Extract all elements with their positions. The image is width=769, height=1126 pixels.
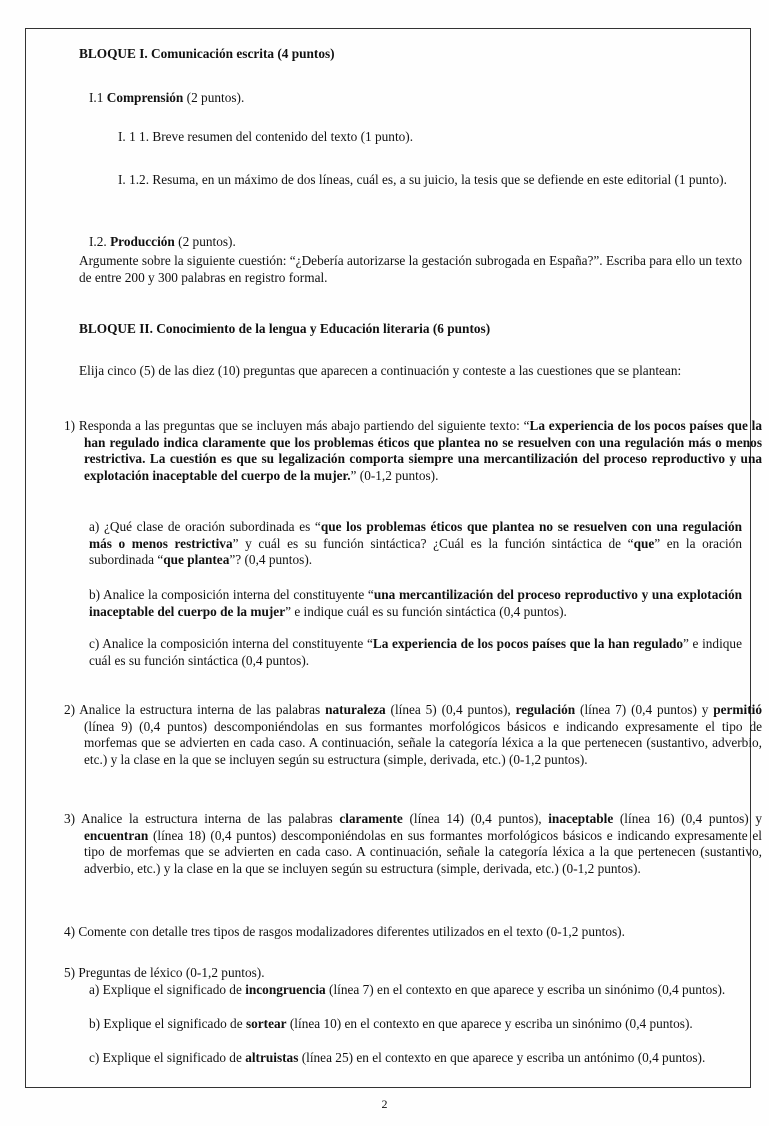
question-3: 3) Analice la estructura interna de las palabras claramente (línea 14) (0,4 puntos), inaceptable (línea 16) (0,4 puntos) y encuentran (línea 18) (0,4 puntos) descomponiéndolas en sus formantes morfológicos básicos e indicando expresamente el tipo de morfemas que se advierten en cada caso. A continuación, señale la categoría léxica a la que pertenecen (sustantivo, adverbio, etc.) y la clase en la que se incluyen según su estructura (simple, derivada, etc.) (0-1,2 puntos). xyxy=(64,811,762,876)
question-2: 2) Analice la estructura interna de las palabras naturaleza (línea 5) (0,4 puntos), regulación (línea 7) (0,4 puntos) y permitió (línea 9) (0,4 puntos) descomponiéndolas en sus formantes morfológicos básicos e indicando expresamente el tipo de morfemas que se advierten en cada caso. A continuación, señale la categoría léxica a la que pertenecen (sustantivo, adverbio, etc.) y la clase en la que se incluyen según su estructura (simple, derivada, etc.) (0-1,2 puntos). xyxy=(64,702,762,767)
section-number: I.1 xyxy=(89,90,104,105)
section-produccion xyxy=(89,234,739,251)
page-number: 2 xyxy=(381,1097,388,1111)
bloque1-title: BLOQUE I. Comunicación escrita (4 puntos) xyxy=(79,46,335,61)
section-name: Comprensión xyxy=(106,90,184,105)
question-1c: c) Analice la composición interna del constituyente “La experiencia de los pocos países que la han regulado” e indique cuál es su función sintáctica (0,4 puntos). xyxy=(89,636,742,668)
section-name: Producción xyxy=(110,234,175,249)
section-points: (2 puntos). xyxy=(178,234,236,249)
section-points: (2 puntos). xyxy=(186,90,245,105)
section-comprension xyxy=(89,90,739,107)
question-5c: c) Explique el significado de altruistas (línea 25) en el contexto en que aparece y escriba un antónimo (0,4 puntos). xyxy=(89,1050,706,1065)
produccion-prompt: Argumente sobre la siguiente cuestión: “¿Debería autorizarse la gestación subrogada en España?”. Escriba para ello un texto de entre 200 y 300 palabras en registro formal. xyxy=(79,253,742,285)
bloque2-intro: Elija cinco (5) de las diez (10) preguntas que aparecen a continuación y conteste a las cuestiones que se plantean: xyxy=(79,363,682,378)
question-1b: b) Analice la composición interna del constituyente “una mercantilización del proceso reproductivo y una explotación inaceptable del cuerpo de la mujer” e indique cuál es su función sintáctica (0,4 puntos). xyxy=(89,587,742,619)
section-number: I.2. xyxy=(89,234,107,249)
question-1a: a) ¿Qué clase de oración subordinada es “que los problemas éticos que plantea no se resuelven con una regulación más o menos restrictiva” y cuál es su función sintáctica? ¿Cuál es la función sintáctica de “que” en la oración subordinada “que plantea”? (0,4 puntos). xyxy=(89,519,742,568)
question-5-title: 5) Preguntas de léxico (0-1,2 puntos). xyxy=(64,965,265,980)
bloque2-heading xyxy=(79,321,739,338)
question-4: 4) Comente con detalle tres tipos de rasgos modalizadores diferentes utilizados en el texto (0-1,2 puntos). xyxy=(64,924,625,939)
question-5a: a) Explique el significado de incongruencia (línea 7) en el contexto en que aparece y escriba un sinónimo (0,4 puntos). xyxy=(89,982,726,997)
bloque2-title: BLOQUE II. Conocimiento de la lengua y Educación literaria (6 puntos) xyxy=(79,321,491,336)
question-1-2: I. 1.2. Resuma, en un máximo de dos líneas, cuál es, a su juicio, la tesis que se defiende en este editorial (1 punto). xyxy=(118,172,727,187)
question-1-1: I. 1 1. Breve resumen del contenido del texto (1 punto). xyxy=(118,129,414,144)
quoted-text: La experiencia de los pocos países que la han regulado indica claramente que los problemas éticos que plantea no se resuelven con una regulación más o menos restrictiva. La cuestión es que su legalización comporta siempre una mercantilización del proceso reproductivo y una explotación inaceptable del cuerpo de la mujer. xyxy=(84,418,762,483)
question-5b: b) Explique el significado de sortear (línea 10) en el contexto en que aparece y escriba un sinónimo (0,4 puntos). xyxy=(89,1016,693,1031)
bloque1-heading xyxy=(79,46,739,63)
question-1: 1) Responda a las preguntas que se incluyen más abajo partiendo del siguiente texto: “La experiencia de los pocos países que la han regulado indica claramente que los problemas éticos que plantea no se resuelven con una regulación más o menos restrictiva. La cuestión es que su legalización comporta siempre una mercantilización del proceso reproductivo y una explotación inaceptable del cuerpo de la mujer.” (0-1,2 puntos). xyxy=(64,418,762,483)
